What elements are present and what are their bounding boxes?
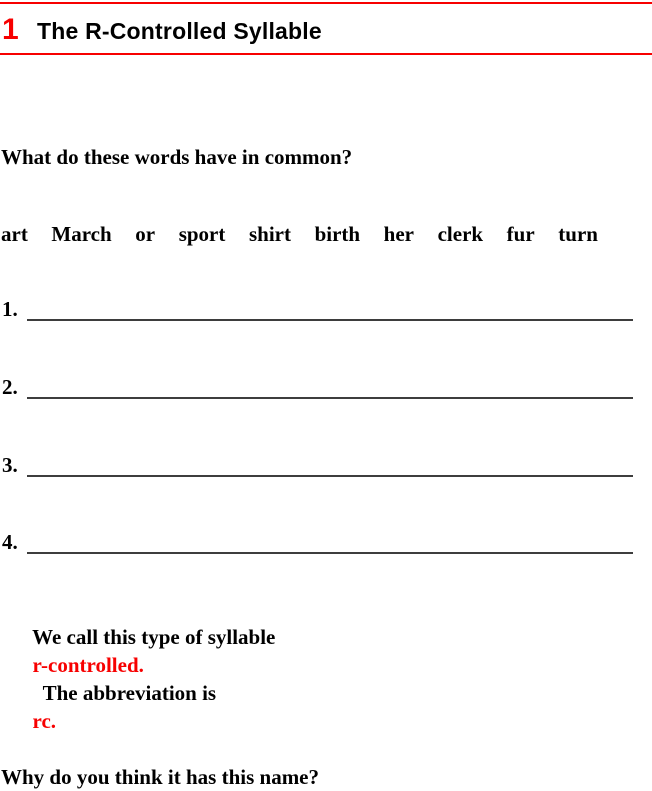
blank-number: 3.	[2, 453, 18, 477]
word-item: sport	[178, 222, 226, 246]
blank-number: 4.	[2, 530, 18, 554]
closing-segment: We call this type of syllable	[32, 625, 281, 649]
answer-blank-line	[27, 373, 633, 399]
answer-blank-line	[27, 295, 633, 321]
word-item: turn	[558, 222, 598, 246]
answer-blank-line	[27, 528, 633, 554]
answer-blank-row	[2, 451, 633, 477]
question-text: What do these words have in common?	[1, 145, 353, 169]
closing-line-1	[1, 595, 652, 763]
answer-blank-row	[2, 373, 633, 399]
word-item: clerk	[437, 222, 484, 246]
word-item: her	[383, 222, 414, 246]
word-item: fur	[506, 222, 535, 246]
answer-blank-row	[2, 295, 633, 321]
word-item: birth	[314, 222, 361, 246]
word-list	[1, 222, 598, 246]
answer-blank-row	[2, 528, 633, 554]
closing-segment-rc: rc.	[32, 709, 57, 733]
section-number: 1	[2, 13, 19, 46]
word-item: art	[1, 222, 28, 246]
answer-blank-line	[27, 451, 633, 477]
top-red-rule	[0, 2, 652, 4]
header-bottom-red-rule	[0, 53, 652, 55]
word-item: or	[135, 222, 156, 246]
closing-segment: The abbreviation is	[32, 681, 222, 705]
closing-line-2: Why do you think it has this name?	[1, 765, 320, 789]
word-item: shirt	[248, 222, 291, 246]
closing-segment-r-controlled: r-controlled.	[32, 653, 144, 677]
closing-paragraph	[1, 595, 652, 791]
page-title: The R-Controlled Syllable	[37, 18, 322, 44]
blank-number: 1.	[2, 297, 18, 321]
blank-number: 2.	[2, 375, 18, 399]
word-item: March	[51, 222, 112, 246]
